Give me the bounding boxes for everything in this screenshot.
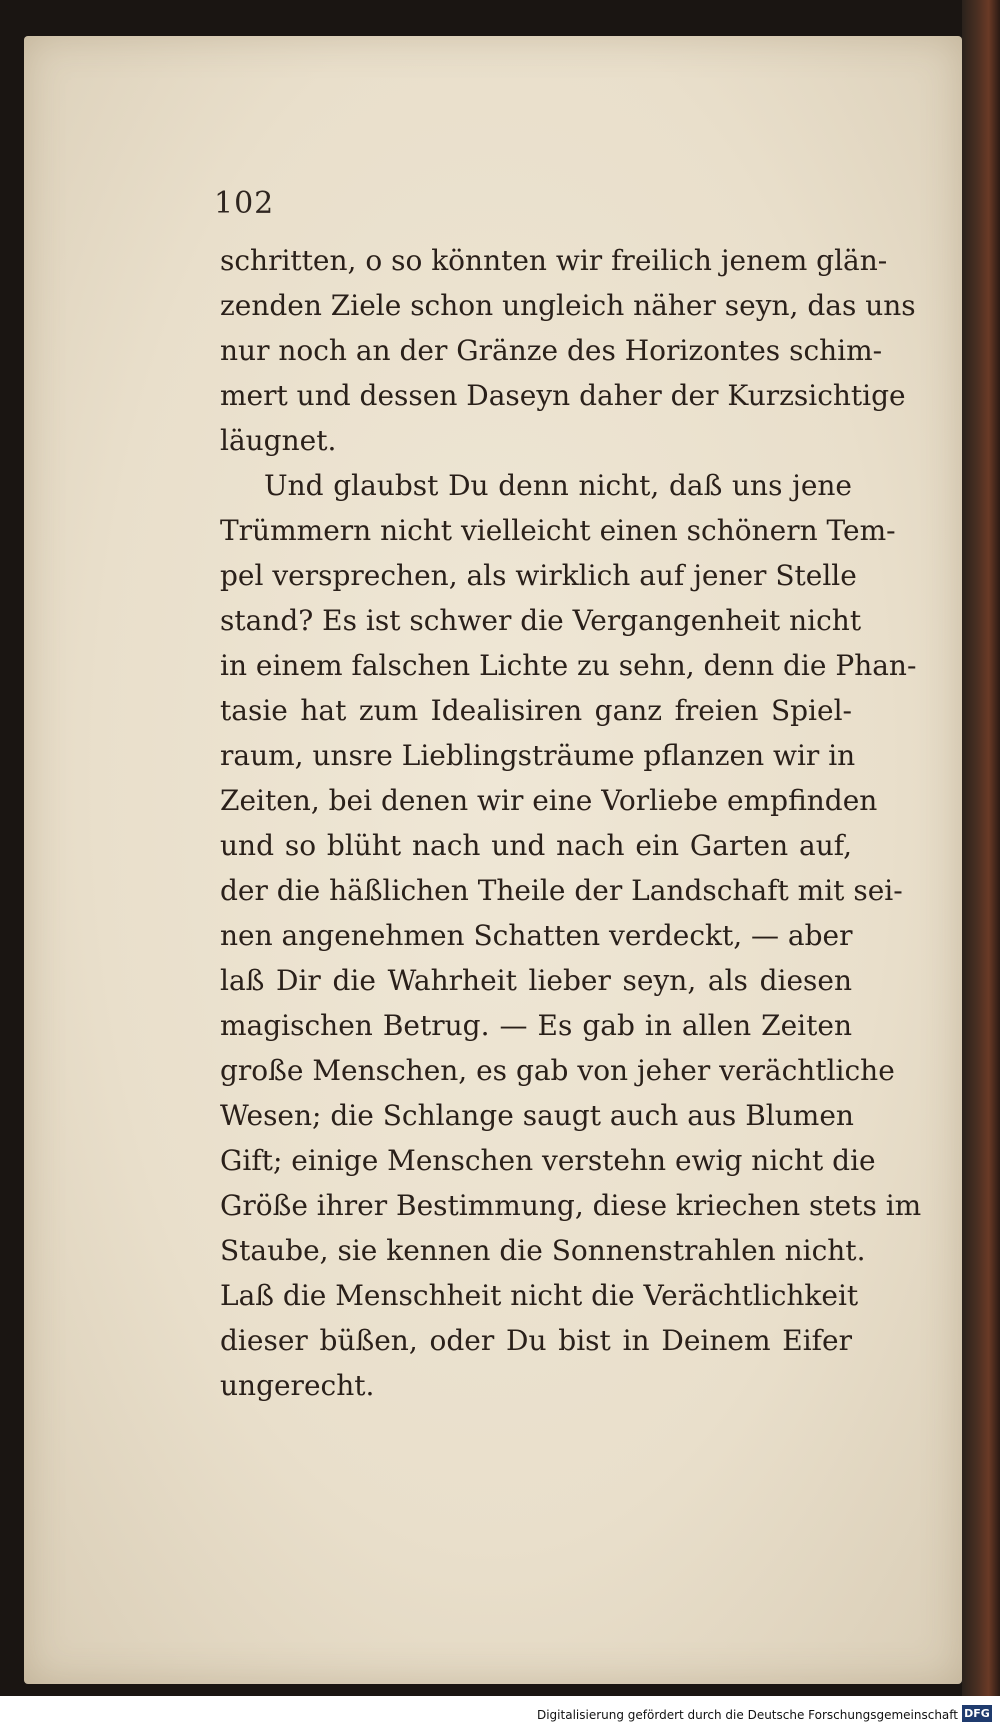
text-line: tasie hat zum Idealisiren ganz freien Spiel- [220, 694, 852, 727]
page-number: 102 [214, 186, 275, 221]
digitization-credit: Digitalisierung gefördert durch die Deutsche Forschungsgemeinschaft [536, 1708, 958, 1722]
text-line: und so blüht nach und nach ein Garten auf, [220, 829, 852, 862]
text-line: Zeiten, bei denen wir eine Vorliebe empfinden [220, 784, 878, 817]
text-line: ungerecht. [220, 1369, 375, 1402]
text-line: schritten, o so könnten wir freilich jenem glän- [220, 244, 888, 277]
text-line: Laß die Menschheit nicht die Verächtlichkeit [220, 1279, 859, 1312]
text-line: Gift; einige Menschen verstehn ewig nicht die [220, 1144, 876, 1177]
text-line: stand? Es ist schwer die Vergangenheit nicht [220, 604, 862, 637]
text-line: zenden Ziele schon ungleich näher seyn, das uns [220, 289, 916, 322]
text-line: der die häßlichen Theile der Landschaft mit sei- [220, 874, 903, 907]
text-line: läugnet. [220, 424, 337, 457]
text-line: in einem falschen Lichte zu sehn, denn die Phan- [220, 649, 917, 682]
text-line: laß Dir die Wahrheit lieber seyn, als diesen [220, 964, 852, 997]
text-line: Größe ihrer Bestimmung, diese kriechen stets im [220, 1189, 922, 1222]
book-edge [962, 0, 1000, 1734]
text-line: mert und dessen Daseyn daher der Kurzsichtige [220, 379, 906, 412]
text-line: raum, unsre Lieblingsträume pflanzen wir in [220, 739, 856, 772]
text-line: nur noch an der Gränze des Horizontes schim- [220, 334, 883, 367]
text-line: magischen Betrug. — Es gab in allen Zeiten [220, 1009, 852, 1042]
text-line: Wesen; die Schlange saugt auch aus Blumen [220, 1099, 854, 1132]
text-line: große Menschen, es gab von jeher verächtliche [220, 1054, 895, 1087]
text-line: Und glaubst Du denn nicht, daß uns jene [264, 469, 852, 502]
text-line: Staube, sie kennen die Sonnenstrahlen nicht. [220, 1234, 866, 1267]
dfg-logo: DFG [962, 1705, 992, 1722]
body-text [220, 238, 922, 1408]
text-line: dieser büßen, oder Du bist in Deinem Eifer [220, 1324, 852, 1357]
text-line: Trümmern nicht vielleicht einen schönern Tem- [220, 514, 896, 547]
text-line: nen angenehmen Schatten verdeckt, — aber [220, 919, 853, 952]
text-line: pel versprechen, als wirklich auf jener Stelle [220, 559, 857, 592]
